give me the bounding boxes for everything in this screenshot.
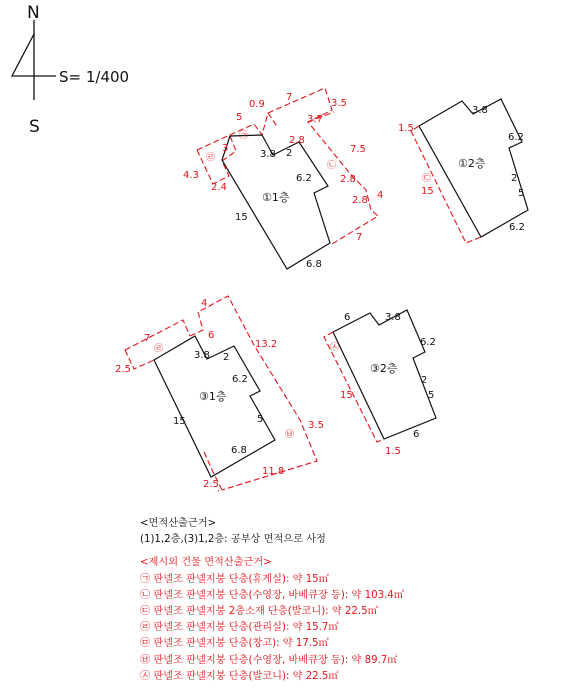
dim-3f2-c: 6.2: [420, 337, 436, 348]
scale-label: S= 1/400: [59, 68, 130, 86]
adim-1f1-1: 7: [286, 92, 293, 103]
dim-3f1-e: 15: [173, 416, 186, 427]
dim-1f2-b: 6.2: [508, 132, 524, 143]
dim-1f1-c: 6.2: [296, 173, 312, 184]
dim-1f2-e: 6.2: [509, 222, 525, 233]
dim-3f1-f: 6.8: [231, 445, 247, 456]
adim-3f1-1: 2.5: [115, 364, 131, 375]
dim-1f1-e: 6.8: [306, 259, 322, 270]
annex-mark-1: ㉠: [239, 131, 249, 141]
dim-3f2-e: 5: [428, 390, 435, 401]
adim-1f1-5: 3.7: [307, 114, 323, 125]
notes-item-6: ㉥ 판넬조 판넬지붕 단층(수영장, 바베큐장 등): 약 89.7㎡: [140, 654, 398, 666]
dim-1f1-b: 2: [286, 148, 293, 159]
building-1f2-label: ①2층: [458, 157, 486, 170]
dim-1f2-a: 3.8: [472, 105, 488, 116]
area-notes: [140, 516, 580, 685]
dim-3f2-b: 3.8: [385, 312, 401, 323]
notes-header-1: <면적산출근거>: [140, 518, 217, 529]
adim-1f1-12: 2.8: [352, 195, 368, 206]
adim-3f1-7: 11.8: [262, 466, 285, 477]
adim-3f1-0: 7: [144, 333, 151, 344]
adim-3f2-0: 15: [340, 390, 353, 401]
dim-3f1-b: 2: [223, 352, 230, 363]
adim-3f1-2: 4: [201, 298, 208, 309]
notes-header-2: <제시외 건물 면적산출근거>: [140, 557, 272, 569]
notes-item-5: ㉤ 판넬조 판넬지붕 단층(창고): 약 17.5㎡: [140, 638, 329, 650]
dim-3f1-a: 3.8: [194, 350, 210, 361]
adim-1f2-0: 1.5: [398, 123, 414, 134]
adim-1f1-9: 2.4: [211, 182, 227, 193]
dim-3f1-c: 6.2: [232, 374, 248, 385]
adim-1f1-6: 2.8: [289, 135, 305, 146]
annex-mark-4: ㉣: [206, 153, 216, 163]
dim-3f2-a: 6: [344, 312, 351, 323]
adim-1f1-11: 4: [377, 190, 384, 201]
building-3f2-label: ③2층: [370, 362, 398, 375]
dim-1f2-d: 5: [518, 188, 525, 199]
adim-1f1-3: 5: [236, 112, 243, 123]
building-3f1-outline: [154, 336, 278, 477]
adim-3f1-5: 3.5: [308, 420, 324, 431]
notes-line-1: (1)1,2층,(3)1,2층: 공부상 면적으로 사정: [140, 534, 326, 546]
annex-mark-6: ㉥: [285, 430, 295, 440]
adim-1f1-0: 0.9: [249, 99, 265, 110]
notes-item-2: ㉡ 판넬조 판넬지붕 단층(수영장, 바베큐장 등): 약 103.4㎡: [140, 589, 404, 601]
building-1f1-label: ①1층: [262, 191, 290, 204]
annex-1f2-outline: [411, 126, 481, 243]
adim-1f2-1: 15: [421, 186, 434, 197]
dim-3f1-d: 5: [257, 414, 264, 425]
annex-1f1-outline: [197, 88, 378, 244]
dim-3f2-d: 2: [421, 375, 428, 386]
compass: [12, 3, 129, 137]
dim-1f1-d: 15: [235, 212, 248, 223]
annex-mark-3: ㉢: [422, 174, 432, 184]
adim-1f1-2: 3.5: [331, 98, 347, 109]
dim-1f1-a: 3.8: [260, 149, 276, 160]
adim-1f1-10: 2.8: [340, 174, 356, 185]
annex-mark-7: ㉦: [330, 343, 340, 353]
adim-1f1-13: 7: [356, 232, 363, 243]
annex-mark-2: ㉡: [327, 161, 337, 171]
notes-item-1: ㉠ 판넬조 판넬지붕 단층(휴게실): 약 15㎡: [140, 573, 329, 585]
adim-1f1-8: 4.3: [183, 170, 199, 181]
annex-mark-4b: ㉣: [154, 344, 164, 354]
south-label: S: [29, 117, 40, 137]
notes-item-4: ㉣ 판넬조 판넬지붕 단층(관리실): 약 15.7㎡: [140, 622, 339, 634]
adim-3f1-6: 2.5: [203, 479, 219, 490]
adim-1f1-4: 3: [222, 143, 229, 154]
notes-item-3: ㉢ 판넬조 판넬지붕 2층소재 단층(발코니): 약 22.5㎡: [140, 606, 378, 618]
adim-3f1-3: 6: [208, 330, 215, 341]
notes-item-7: ㉦ 판넬조 판넬지붕 단층(발코니): 약 22.5㎡: [140, 670, 339, 682]
dim-1f2-c: 2: [511, 173, 518, 184]
adim-3f1-4: 13.2: [255, 339, 278, 350]
adim-1f1-7: 7.5: [350, 144, 366, 155]
dim-3f2-f: 6: [413, 429, 420, 440]
adim-3f2-1: 1.5: [385, 446, 401, 457]
building-3f1-label: ③1층: [199, 390, 227, 403]
north-label: N: [27, 3, 40, 23]
compass-arrow-icon: [12, 34, 34, 76]
